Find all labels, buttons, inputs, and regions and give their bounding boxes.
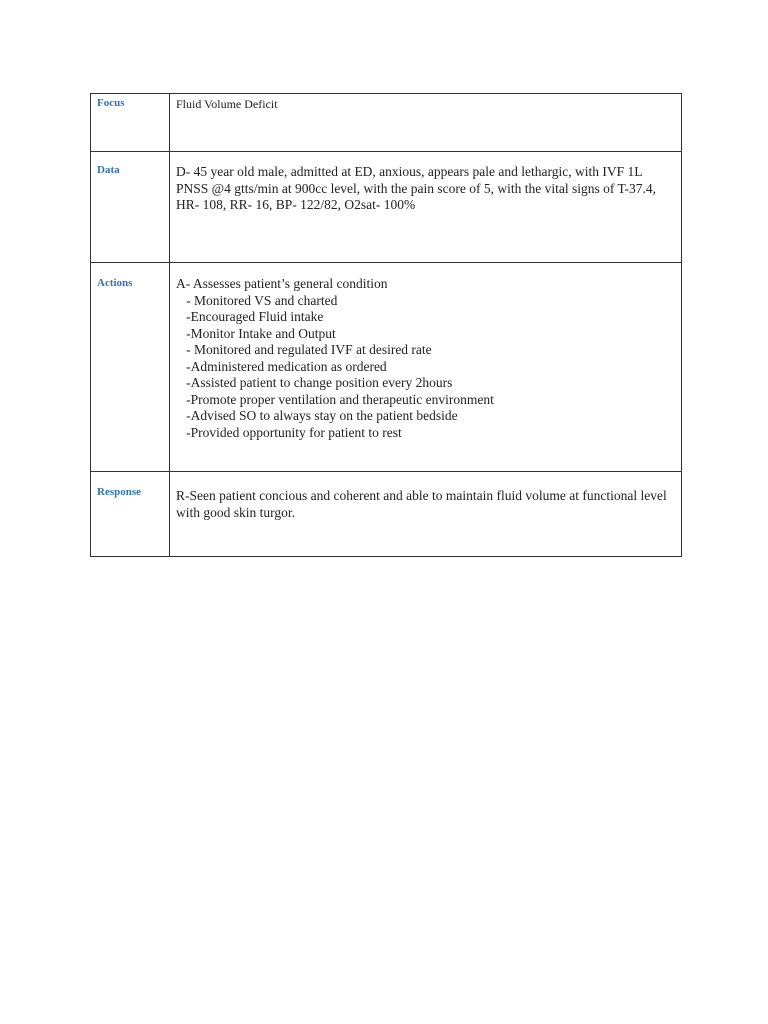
- actions-label-cell: [91, 263, 170, 472]
- focus-row: [91, 94, 682, 152]
- actions-list: [170, 263, 681, 441]
- action-line: - Monitored VS and charted: [176, 292, 338, 308]
- data-text: D- 45 year old male, admitted at ED, anxious, appears pale and lethargic, with IVF 1L PNSS @4 gtts/min at 900cc level, with the pain score of 5, with the vital signs of T-37.4, HR- 108, RR- 16, BP- 122/82, O2sat- 100%: [176, 164, 657, 212]
- focus-label-cell: [91, 94, 170, 152]
- response-content-cell: [170, 472, 682, 557]
- action-line: -Promote proper ventilation and therapeutic environment: [176, 391, 494, 407]
- action-line: - Monitored and regulated IVF at desired rate: [176, 342, 432, 357]
- data-row: [91, 152, 682, 263]
- focus-text: Fluid Volume Deficit: [176, 97, 278, 111]
- response-label-cell: [91, 472, 170, 557]
- response-label: Response: [97, 486, 142, 498]
- focus-content-cell: [170, 94, 682, 152]
- action-line: -Encouraged Fluid intake: [176, 309, 324, 324]
- data-content-cell: [170, 152, 682, 263]
- data-label-cell: [91, 152, 170, 263]
- actions-label: Actions: [97, 277, 133, 289]
- actions-row: [91, 263, 682, 472]
- fdar-table: [90, 93, 682, 557]
- data-label: Data: [97, 164, 120, 176]
- response-row: [91, 472, 682, 557]
- action-line: -Administered medication as ordered: [176, 358, 387, 374]
- action-line: -Advised SO to always stay on the patient bedside: [176, 408, 458, 423]
- response-text: R-Seen patient concious and coherent and able to maintain fluid volume at functional level with good skin turgor.: [176, 488, 667, 520]
- action-line: -Assisted patient to change position every 2hours: [176, 375, 453, 390]
- action-line: A- Assesses patient’s general condition: [176, 276, 388, 291]
- action-line: -Provided opportunity for patient to rest: [176, 424, 402, 440]
- focus-label: Focus: [97, 97, 125, 109]
- actions-content-cell: [170, 263, 682, 472]
- action-line: -Monitor Intake and Output: [176, 325, 336, 341]
